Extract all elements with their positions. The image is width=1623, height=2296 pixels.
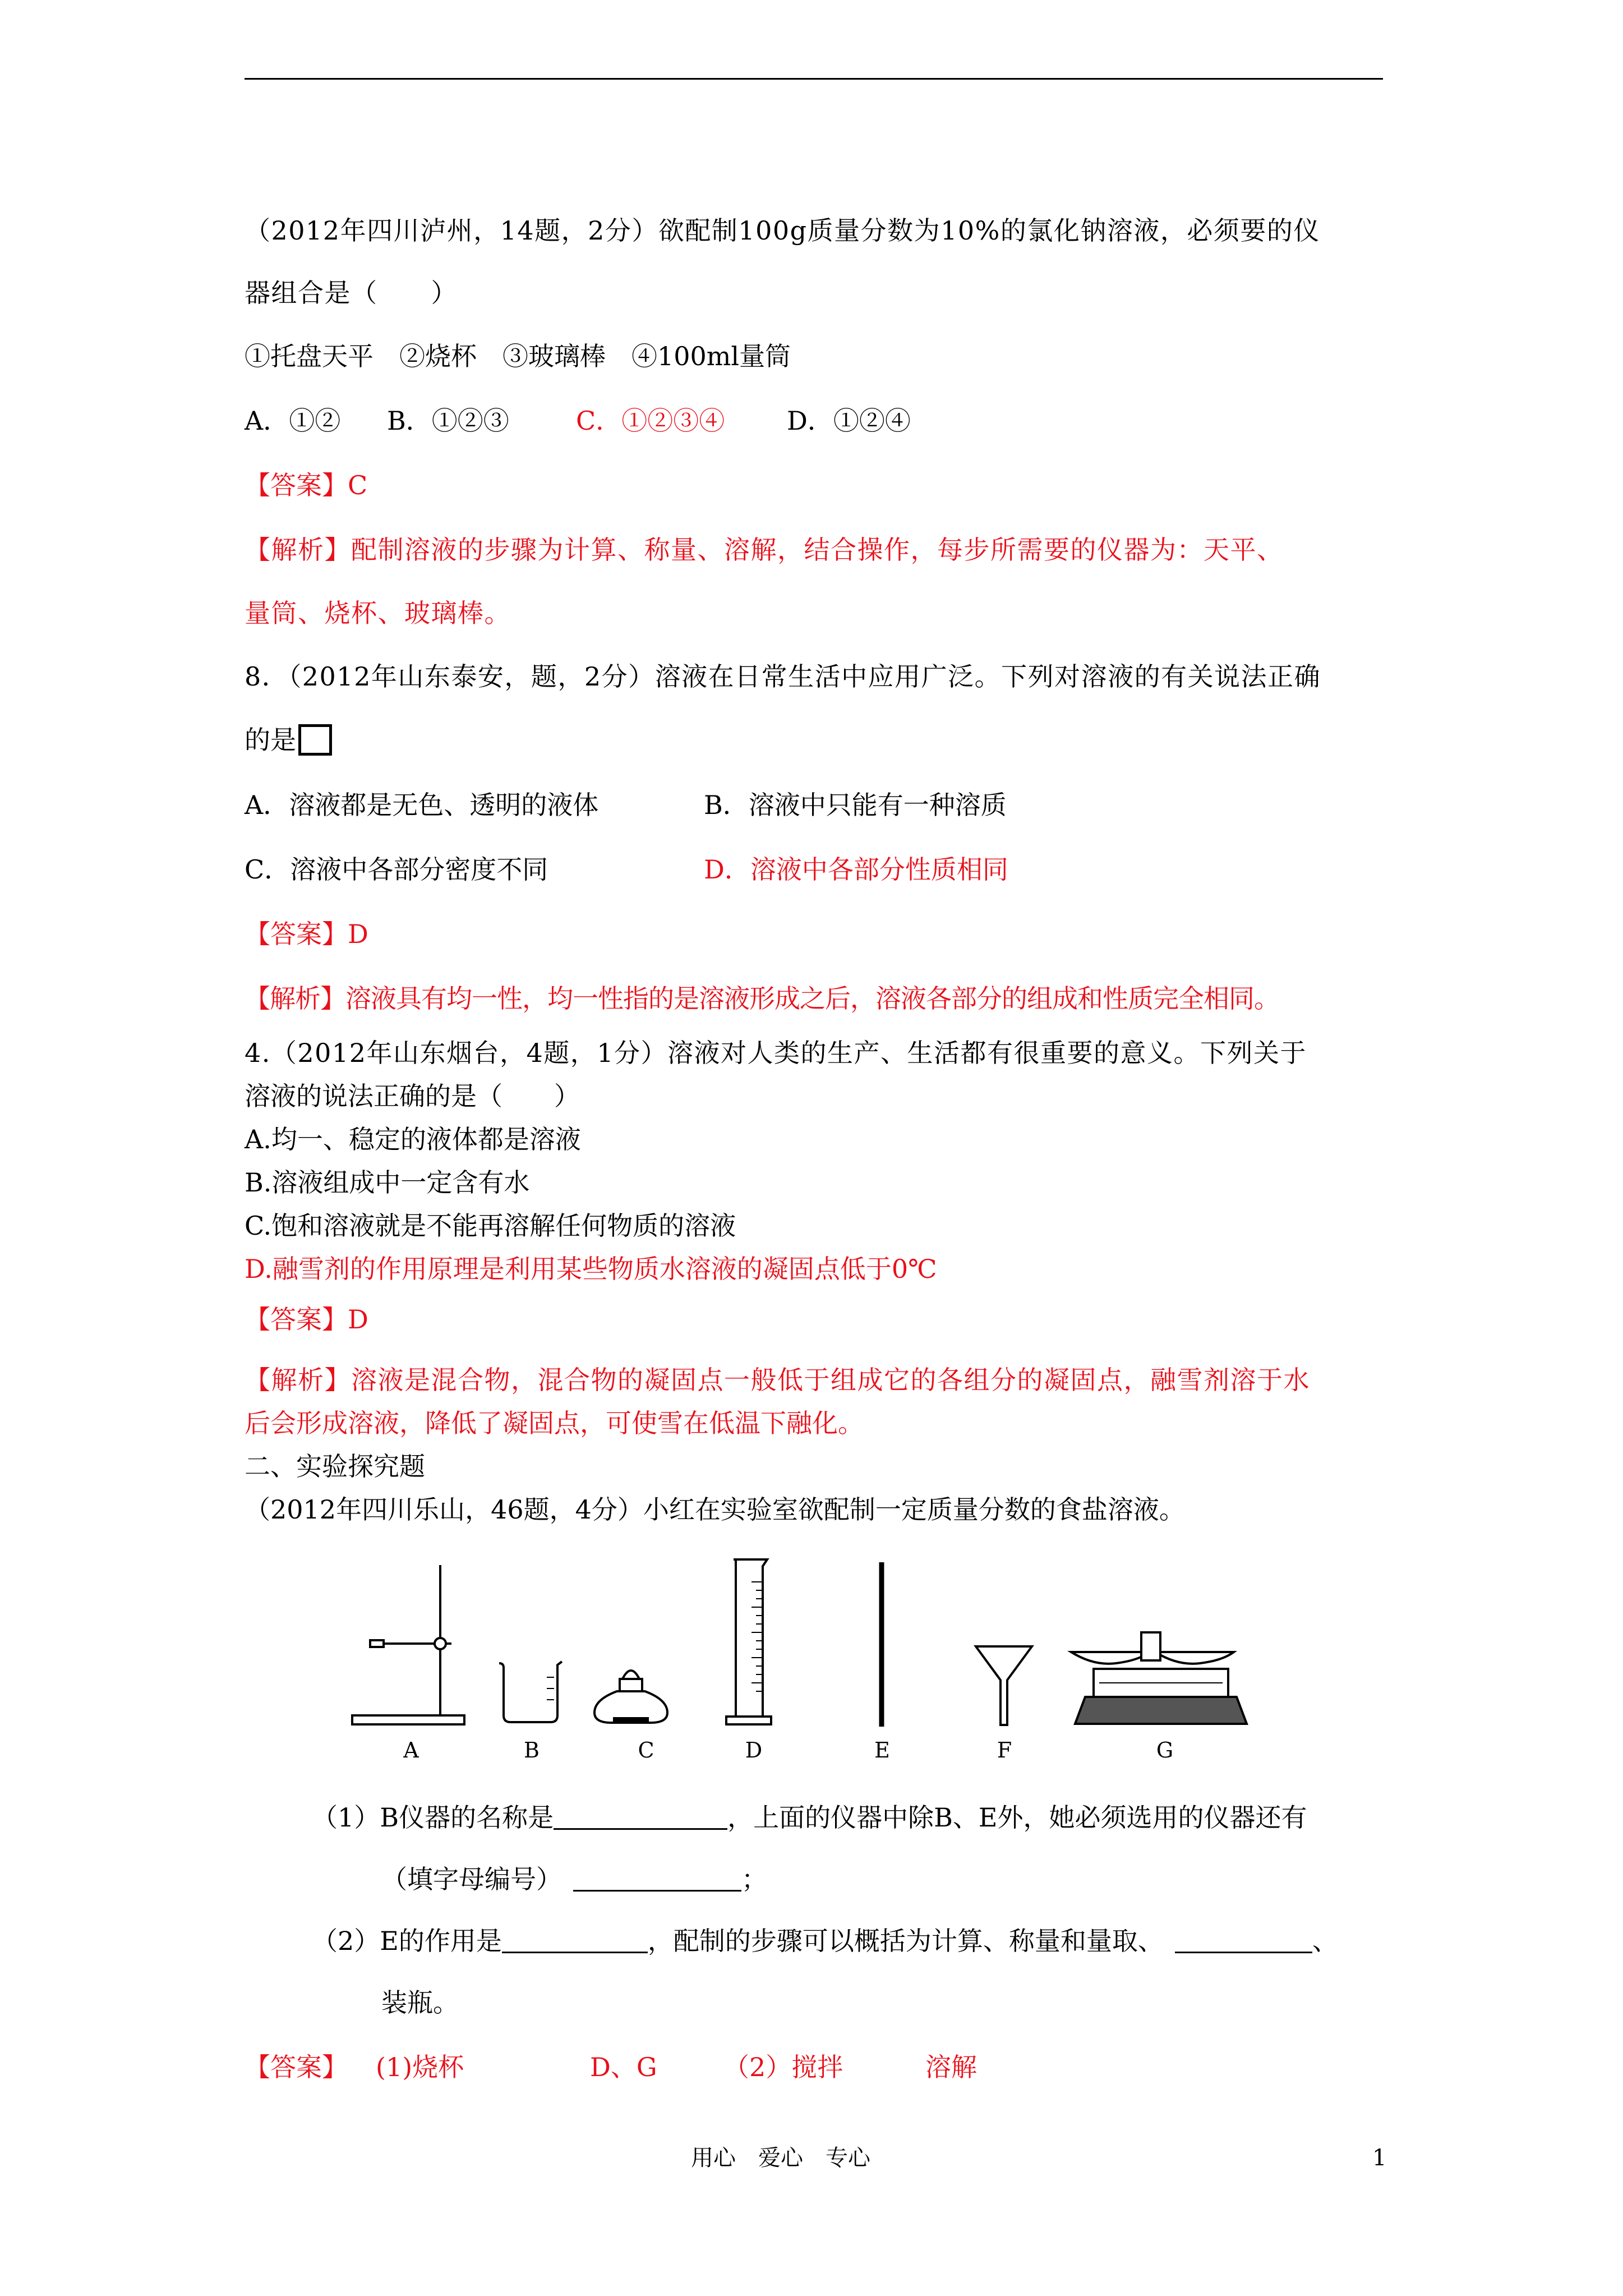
q2-option-c: C．溶液中各部分密度不同 [245,854,548,885]
section-heading: 二、实验探究题 [245,1451,425,1481]
q4-sub1-text-d: ； [741,1864,767,1894]
q1-stem-line1: （2012年四川泸州，14题，2分）欲配制100g质量分数为10%的氯化钠溶液，必须要的仪 [245,215,1320,246]
answer-tag: 【答案】 [245,470,348,500]
q4-sub1-text-b: ，上面的仪器中除B、E外，她必须选用的仪器还有 [727,1802,1307,1833]
q2-stem-line2 [245,723,332,757]
q4-sub2-line2: 装瓶。 [381,1987,459,2018]
apparatus-label-a: A [403,1738,419,1763]
balance-icon [1071,1632,1247,1724]
q4-answer-3: （2）搅拌 [723,2052,843,2082]
analysis-text: 溶液具有均一性，均一性指的是溶液形成之后，溶液各部分的组成和性质完全相同。 [345,983,1279,1014]
apparatus-label-g: G [1156,1738,1174,1763]
q2-option-a: A．溶液都是无色、透明的液体 [245,790,599,820]
answer-value: D [348,919,368,949]
header-rule [245,78,1383,80]
analysis-tag: 【解析】 [245,1365,351,1395]
analysis-tag: 【解析】 [245,535,351,565]
q1-option-c: C．①②③④ [576,406,725,436]
q3-option-c: C.饱和溶液就是不能再溶解任何物质的溶液 [245,1211,736,1241]
q4-sub2-text-a: （2）E的作用是 [312,1926,502,1956]
q2-stem-text: 的是 [245,725,296,755]
q4-sub1-line1 [312,1801,1307,1834]
q3-option-a: A.均一、稳定的液体都是溶液 [245,1124,581,1154]
apparatus-label-f: F [997,1738,1012,1763]
footer-motto: 用心 爱心 专心 [691,2145,870,2171]
q4-sub2-line1 [312,1924,1338,1958]
answer-tag: 【答案】 [245,919,348,949]
q3-answer [245,1303,368,1336]
q1-option-b: B．①②③ [387,406,509,436]
page-number: 1 [1372,2145,1387,2171]
q2-analysis-line1 [245,982,1279,1015]
beaker-icon [499,1662,562,1722]
answer-tag: 【答案】 [245,1304,348,1335]
q3-option-d: D.融雪剂的作用原理是利用某些物质水溶液的凝固点低于0℃ [245,1254,937,1284]
q1-items: ①托盘天平 ②烧杯 ③玻璃棒 ④100ml量筒 [245,341,791,371]
q1-option-a: A．①② [245,406,341,436]
q1-analysis-line2: 量筒、烧杯、玻璃棒。 [245,598,511,628]
q4-sub1-line2 [381,1862,767,1896]
q4-answer-2: D、G [590,2052,657,2082]
funnel-icon [976,1646,1032,1725]
analysis-text: 溶液是混合物，混合物的凝固点一般低于组成它的各组分的凝固点，融雪剂溶于水 [351,1365,1310,1395]
q4-sub2-text-b: ，配制的步骤可以概括为计算、称量和量取、 [647,1926,1164,1956]
q4-sub1-text-c: （填字母编号） [381,1864,562,1894]
q1-stem-line2: 器组合是（ ） [245,278,458,308]
apparatus-label-b: B [524,1738,540,1763]
q2-answer [245,917,368,951]
analysis-text: 配制溶液的步骤为计算、称量、溶解，结合操作，每步所需要的仪器为：天平、 [351,535,1284,565]
blank-line [502,1927,648,1953]
answer-value: D [348,1304,368,1335]
q3-stem-line2: 溶液的说法正确的是（ ） [245,1081,580,1111]
q2-option-b: B．溶液中只能有一种溶质 [704,790,1007,820]
q4-stem-line1: （2012年四川乐山，46题，4分）小红在实验室欲配制一定质量分数的食盐溶液。 [245,1494,1185,1525]
answer-value: C [348,470,368,500]
q3-stem-line1: 4.（2012年山东烟台，4题，1分）溶液对人类的生产、生活都有很重要的意义。下列关于 [245,1038,1307,1068]
blank-line [573,1865,741,1892]
answer-box [298,724,332,756]
graduated-cylinder-icon [726,1559,771,1724]
q4-sub1-text-a: （1）B仪器的名称是 [312,1802,554,1833]
q2-stem-line1: 8．（2012年山东泰安，题，2分）溶液在日常生活中应用广泛。下列对溶液的有关说法正确 [245,661,1321,692]
blank-line [554,1803,727,1830]
analysis-tag: 【解析】 [245,983,345,1014]
q4-sub2-text-c: 、 [1312,1926,1338,1956]
q1-answer [245,468,367,502]
q1-option-d: D．①②④ [787,406,911,436]
apparatus-label-e: E [874,1738,890,1763]
iron-stand-icon [352,1565,464,1724]
q4-answer-tag: 【答案】 [245,2052,348,2082]
apparatus-label-d: D [745,1738,763,1763]
q1-analysis-line1 [245,533,1284,567]
q4-answer-1: (1)烧杯 [376,2052,464,2082]
q3-analysis-line2: 后会形成溶液，降低了凝固点，可使雪在低温下融化。 [245,1408,864,1438]
lab-apparatus-figure [336,1548,1262,1739]
q4-answer-4: 溶解 [925,2052,977,2082]
q3-analysis-line1 [245,1363,1310,1397]
blank-line [1175,1927,1312,1953]
apparatus-label-c: C [638,1738,654,1763]
alcohol-lamp-icon [594,1671,667,1723]
q2-option-d: D．溶液中各部分性质相同 [704,854,1008,885]
q3-option-b: B.溶液组成中一定含有水 [245,1167,530,1198]
